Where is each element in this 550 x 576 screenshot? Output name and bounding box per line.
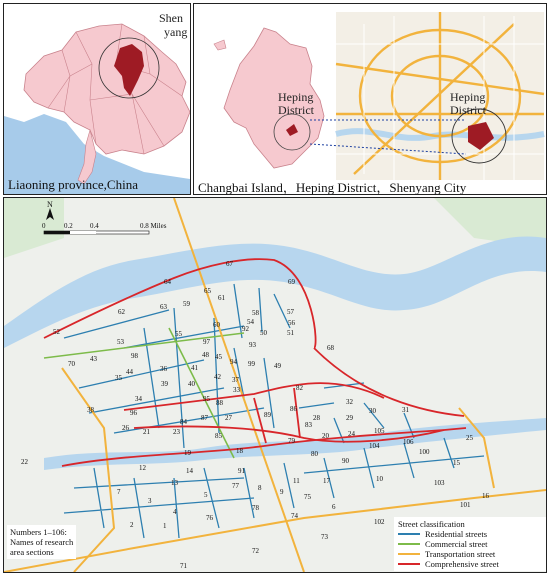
section-label-5: 5 — [204, 491, 208, 499]
section-label-43: 43 — [90, 355, 97, 363]
section-label-71: 71 — [180, 562, 187, 570]
section-label-14: 14 — [186, 467, 193, 475]
section-label-27: 27 — [225, 414, 232, 422]
section-label-106: 106 — [403, 438, 414, 446]
section-label-15: 15 — [453, 459, 460, 467]
section-label-1: 1 — [163, 522, 167, 530]
section-label-11: 11 — [293, 477, 300, 485]
legend-title: Street classification — [398, 519, 465, 529]
section-label-40: 40 — [188, 380, 195, 388]
section-label-42: 42 — [214, 373, 221, 381]
section-label-37: 37 — [232, 376, 239, 384]
section-label-82: 82 — [296, 384, 303, 392]
section-label-4: 4 — [173, 508, 177, 516]
section-label-105: 105 — [374, 427, 385, 435]
section-label-23: 23 — [173, 428, 180, 436]
shenyang-map — [194, 4, 546, 194]
street-classification-legend — [394, 517, 547, 571]
section-label-6: 6 — [332, 503, 336, 511]
section-label-90: 90 — [342, 457, 349, 465]
svg-text:N: N — [47, 200, 53, 209]
section-label-50: 50 — [260, 329, 267, 337]
section-label-12: 12 — [139, 464, 146, 472]
section-label-51: 51 — [287, 329, 294, 337]
section-label-101: 101 — [460, 501, 471, 509]
section-label-45: 45 — [215, 353, 222, 361]
section-label-18: 18 — [236, 447, 243, 455]
section-label-3: 3 — [148, 497, 152, 505]
section-label-79: 79 — [288, 437, 295, 445]
section-label-25: 25 — [466, 434, 473, 442]
section-label-72: 72 — [252, 547, 259, 555]
section-label-83: 83 — [305, 421, 312, 429]
section-label-84: 84 — [180, 418, 187, 426]
svg-text:0: 0 — [42, 222, 46, 230]
section-number-note — [7, 525, 76, 559]
section-label-56: 56 — [288, 319, 295, 327]
note-line-2: Names of research — [10, 537, 74, 547]
section-label-62: 62 — [118, 308, 125, 316]
section-label-55: 55 — [175, 330, 182, 338]
section-label-8: 8 — [258, 484, 262, 492]
legend-commercial: Commercial street — [398, 539, 543, 549]
section-label-33: 33 — [233, 386, 240, 394]
section-label-48: 48 — [202, 351, 209, 359]
liaoning-map-panel — [3, 3, 191, 195]
shenyang-label-2: yang — [164, 25, 188, 39]
section-label-78: 78 — [252, 504, 259, 512]
heping-label-2: District — [278, 103, 314, 117]
section-label-44: 44 — [126, 368, 133, 376]
section-label-49: 49 — [274, 362, 281, 370]
legend-residential: Residential streets — [398, 529, 543, 539]
section-label-60: 60 — [213, 321, 220, 329]
changbai-island-map-panel — [3, 197, 547, 573]
section-label-94: 94 — [230, 358, 237, 366]
section-label-88: 88 — [216, 399, 223, 407]
legend-comprehensive: Comprehensive street — [398, 559, 543, 569]
section-label-98: 98 — [131, 352, 138, 360]
legend-swatch-residential — [398, 533, 420, 535]
legend-swatch-transportation — [398, 553, 420, 555]
section-label-21: 21 — [143, 428, 150, 436]
section-label-103: 103 — [434, 479, 445, 487]
heping-label-1: Heping — [278, 90, 314, 104]
section-label-53: 53 — [117, 338, 124, 346]
section-label-38: 38 — [87, 406, 94, 414]
section-label-20: 20 — [322, 432, 329, 440]
section-label-76: 76 — [206, 514, 213, 522]
section-label-13: 13 — [171, 479, 178, 487]
section-label-86: 86 — [290, 405, 297, 413]
section-label-96: 96 — [130, 409, 137, 417]
section-label-32: 32 — [346, 398, 353, 406]
section-label-54: 54 — [247, 318, 254, 326]
section-label-95: 95 — [203, 395, 210, 403]
section-label-70: 70 — [68, 360, 75, 368]
section-label-28: 28 — [313, 414, 320, 422]
section-label-34: 34 — [135, 395, 142, 403]
section-label-24: 24 — [348, 430, 355, 438]
section-label-80: 80 — [311, 450, 318, 458]
section-label-91: 91 — [238, 467, 245, 475]
section-label-74: 74 — [291, 512, 298, 520]
section-label-30: 30 — [369, 407, 376, 415]
section-label-61: 61 — [218, 294, 225, 302]
section-label-63: 63 — [160, 303, 167, 311]
section-label-73: 73 — [321, 533, 328, 541]
legend-swatch-commercial — [398, 543, 420, 545]
section-label-2: 2 — [130, 521, 134, 529]
section-label-65: 65 — [204, 287, 211, 295]
legend-swatch-comprehensive — [398, 563, 420, 565]
note-line-1: Numbers 1–106: — [10, 527, 67, 537]
shenyang-map-panel — [193, 3, 547, 195]
section-label-58: 58 — [252, 309, 259, 317]
section-label-59: 59 — [183, 300, 190, 308]
liaoning-map — [4, 4, 190, 194]
svg-text:0.4: 0.4 — [90, 222, 99, 230]
section-label-102: 102 — [374, 518, 385, 526]
section-label-67: 67 — [226, 260, 233, 268]
changbai-island-map — [4, 198, 546, 572]
section-label-99: 99 — [248, 360, 255, 368]
section-label-39: 39 — [161, 380, 168, 388]
section-label-92: 92 — [242, 325, 249, 333]
section-label-68: 68 — [327, 344, 334, 352]
section-label-89: 89 — [264, 411, 271, 419]
section-label-10: 10 — [376, 475, 383, 483]
section-label-104: 104 — [369, 442, 380, 450]
section-label-22: 22 — [21, 458, 28, 466]
section-label-7: 7 — [117, 488, 121, 496]
section-label-26: 26 — [122, 424, 129, 432]
heping-zoom-label-1: Heping — [450, 90, 486, 104]
section-label-9: 9 — [280, 488, 284, 496]
section-label-17: 17 — [323, 477, 330, 485]
section-label-100: 100 — [419, 448, 430, 456]
section-label-93: 93 — [249, 341, 256, 349]
liaoning-caption: Liaoning province,China — [8, 177, 138, 192]
section-label-57: 57 — [287, 308, 294, 316]
note-line-3: area sections — [10, 547, 54, 557]
section-label-97: 97 — [203, 338, 210, 346]
heping-zoom-label-2: District — [450, 103, 486, 117]
section-label-36: 36 — [160, 365, 167, 373]
shenyang-caption: Changbai Island，Heping District，Shenyang City — [198, 180, 467, 195]
section-label-29: 29 — [346, 414, 353, 422]
section-label-77: 77 — [232, 482, 239, 490]
section-label-69: 69 — [288, 278, 295, 286]
section-label-35: 35 — [115, 374, 122, 382]
section-label-64: 64 — [164, 278, 171, 286]
svg-text:0.8 Miles: 0.8 Miles — [140, 222, 167, 230]
section-label-85: 85 — [215, 432, 222, 440]
section-label-19: 19 — [184, 449, 191, 457]
svg-text:0.2: 0.2 — [64, 222, 73, 230]
section-label-52: 52 — [53, 328, 60, 336]
legend-transportation: Transportation street — [398, 549, 543, 559]
section-label-41: 41 — [191, 364, 198, 372]
section-label-31: 31 — [402, 406, 409, 414]
section-label-87: 87 — [201, 414, 208, 422]
shenyang-label-1: Shen — [159, 11, 183, 25]
section-label-16: 16 — [482, 492, 489, 500]
section-label-75: 75 — [304, 493, 311, 501]
